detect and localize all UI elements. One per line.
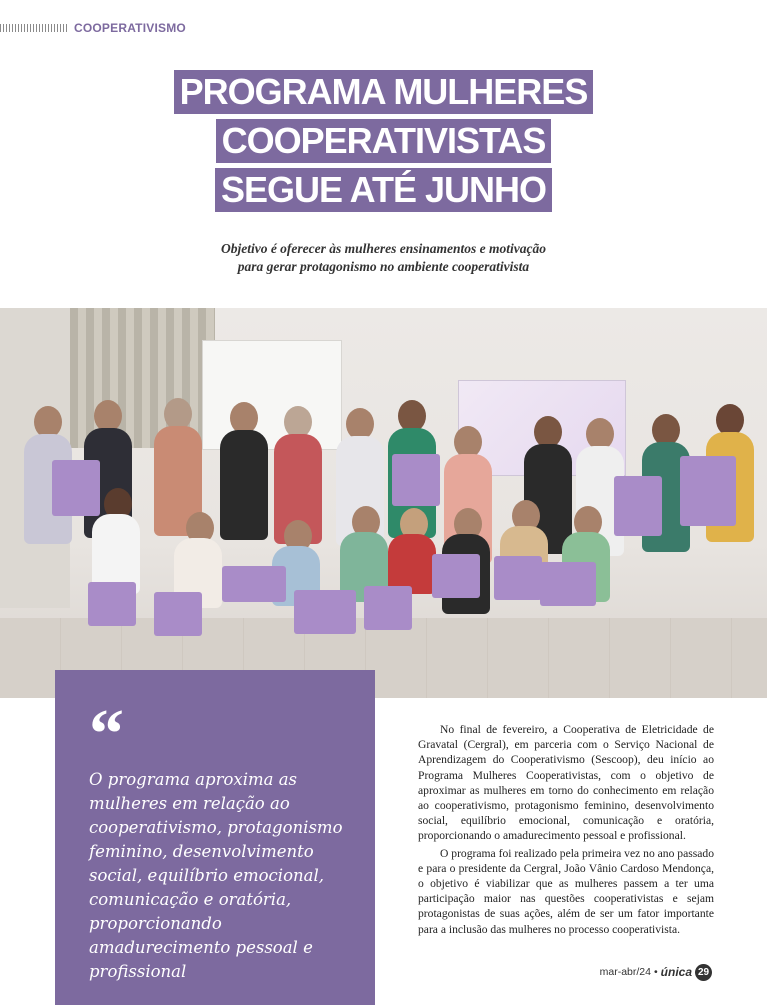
headline-line-1: PROGRAMA MULHERES: [174, 70, 594, 114]
article-body: [418, 722, 714, 939]
issue-date: mar-abr/24: [599, 966, 651, 978]
group-of-women: [8, 396, 763, 656]
magazine-brand: única: [660, 965, 692, 979]
pull-quote: [55, 670, 375, 1005]
quotation-mark-icon: “: [89, 696, 124, 773]
article-paragraph-2: O programa foi realizado pela primeira vez no ano passado e para o presidente da Cergral, João Vânio Cardoso Mendonça, o objetivo é viabilizar que as mulheres passem a ter uma participação maior nas questões cooperativistas e sejam protagonistas de suas ações, além de ser um fator importante para a inclusão das mulheres no processo cooperativista.: [418, 846, 714, 936]
group-photo: [0, 308, 767, 698]
subtitle-line-1: Objetivo é oferecer às mulheres ensinamentos e motivação: [220, 241, 547, 256]
article-paragraph-1: No final de fevereiro, a Cooperativa de Eletricidade de Gravatal (Cergral), em parceria com o Serviço Nacional de Aprendizagem do Cooperativismo (Sescoop), deu início ao Programa Mulheres Cooperativistas, com o objetivo de aproximar as mulheres em torno do conhecimento em relação ao cooperativismo, protagonismo feminino, desenvolvimento social, equilíbrio emocional, comunicação e oratória, proporcionando o amadurecimento pessoal e profissional.: [418, 723, 714, 843]
pull-quote-text: O programa aproxima as mulheres em relação ao cooperativismo, protagonismo feminino, desenvolvimento social, equilíbrio emocional, comunicação e oratória, proporcionando amadurecimento pessoal e profissional: [89, 770, 343, 981]
headline: [0, 70, 767, 217]
section-header: [0, 18, 186, 38]
page-footer: [600, 963, 712, 981]
decorative-hatch: [0, 24, 68, 32]
section-label: COOPERATIVISMO: [74, 21, 186, 35]
headline-line-2: COOPERATIVISTAS: [216, 119, 552, 163]
subtitle-line-2: para gerar protagonismo no ambiente cooperativista: [237, 259, 530, 274]
subtitle: [0, 240, 767, 276]
page-number: 29: [695, 964, 712, 981]
footer-separator: •: [653, 966, 658, 978]
headline-line-3: SEGUE ATÉ JUNHO: [215, 168, 552, 212]
